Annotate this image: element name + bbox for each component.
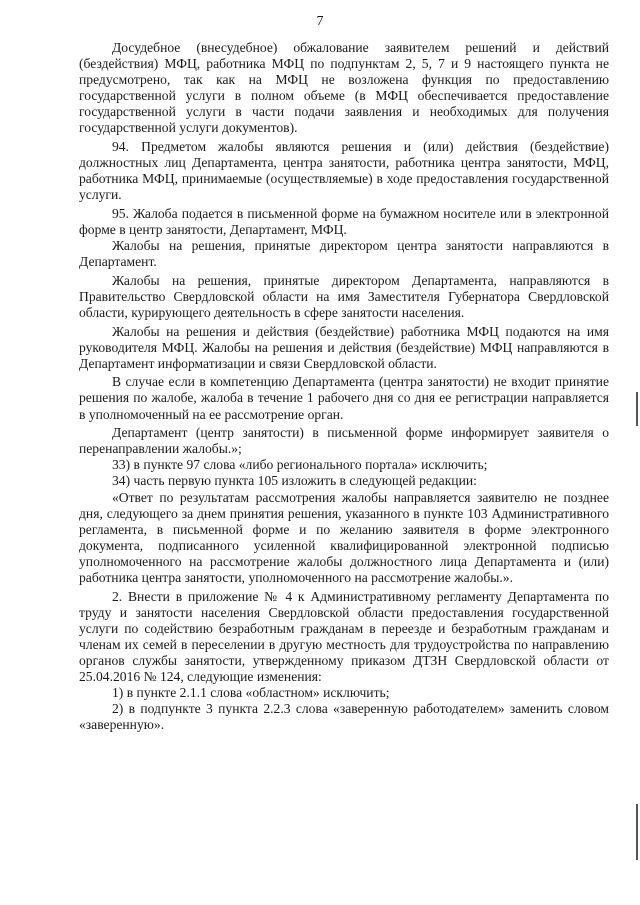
paragraph-94: 94. Предметом жалобы являются решения и (или) действия (бездействие) должностных лиц Департамента, центра занятости, работника центра занятости, МФЦ, работника МФЦ, принимаемые (осуществляемые) в ходе предоставления государственной услуги. bbox=[79, 139, 609, 203]
paragraph-change-2: 2) в подпункте 3 пункта 2.2.3 слова «заверенную работодателем» заменить словом «заверенную». bbox=[79, 701, 609, 733]
paragraph-department-complaints: Жалобы на решения, принятые директором Департамента, направляются в Правительство Свердловской области на имя Заместителя Губернатора Свердловской области, курирующего деятельность в сфере занятости населения. bbox=[79, 272, 609, 320]
paragraph-pretrial-appeal: Досудебное (внесудебное) обжалование заявителем решений и действий (бездействия) МФЦ, работника МФЦ по подпунктам 2, 5, 7 и 9 настоящего пункта не предусмотрено, так как на МФЦ не возложена функция по предоставлению государственной услуги в полном объеме (в МФЦ обеспечивается предоставление государственной услуги в части подачи заявления и необходимых для получения государственной услуги документов). bbox=[79, 40, 609, 136]
paragraph-mfc-complaints: Жалобы на решения и действия (бездействие) работника МФЦ подаются на имя руководителя МФЦ. Жалобы на решения и действия (бездействие) МФЦ направляются в Департамент информатизации и связи Свердловской области. bbox=[79, 323, 609, 371]
paragraph-95: 95. Жалоба подается в письменной форме на бумажном носителе или в электронной форме в центр занятости, Департамент, МФЦ. bbox=[79, 205, 609, 238]
paragraph-redirect-complaint: В случае если в компетенцию Департамента (центра занятости) не входит принятие решения по жалобе, жалоба в течение 1 рабочего дня со дня ее регистрации направляется в уполномоченный на ее рассмотрение орган. bbox=[79, 374, 609, 422]
paragraph-section-2: 2. Внести в приложение № 4 к Административному регламенту Департамента по труду и занятости населения Свердловской области предоставления государственной услуги по содействию безработным гражданам в переезде и безработным гражданам и членам их семей в переселении в другую местность для трудоустройства по направлению органов службы занятости, утвержденному приказом ДТЗН Свердловской области от 25.04.2016 № 124, следующие изменения: bbox=[79, 588, 609, 685]
paragraph-employment-center-complaints: Жалобы на решения, принятые директором центра занятости направляются в Департамент. bbox=[79, 238, 609, 270]
paragraph-item-33: 33) в пункте 97 слова «либо регионального портала» исключить; bbox=[112, 457, 488, 473]
scan-edge-mark bbox=[636, 804, 638, 860]
paragraph-inform-applicant: Департамент (центр занятости) в письменной форме информирует заявителя о перенаправлении жалобы.»; bbox=[79, 425, 609, 457]
scan-edge-mark bbox=[636, 392, 638, 426]
paragraph-change-1: 1) в пункте 2.1.1 слова «областном» исключить; bbox=[112, 685, 390, 701]
document-body bbox=[79, 40, 609, 736]
paragraph-quoted-response: «Ответ по результатам рассмотрения жалобы направляется заявителю не позднее дня, следующего за днем принятия решения, указанного в пункте 103 Административного регламента, в письменной форме и по желанию заявителя в форме электронного документа, подписанного усиленной квалифицированной электронной подписью уполномоченного на рассмотрение жалобы должностного лица Департамента и (или) работника центра занятости, уполномоченного на рассмотрение жалобы.». bbox=[79, 489, 609, 585]
paragraph-item-34: 34) часть первую пункта 105 изложить в следующей редакции: bbox=[112, 473, 477, 489]
page-number: 7 bbox=[316, 14, 324, 29]
